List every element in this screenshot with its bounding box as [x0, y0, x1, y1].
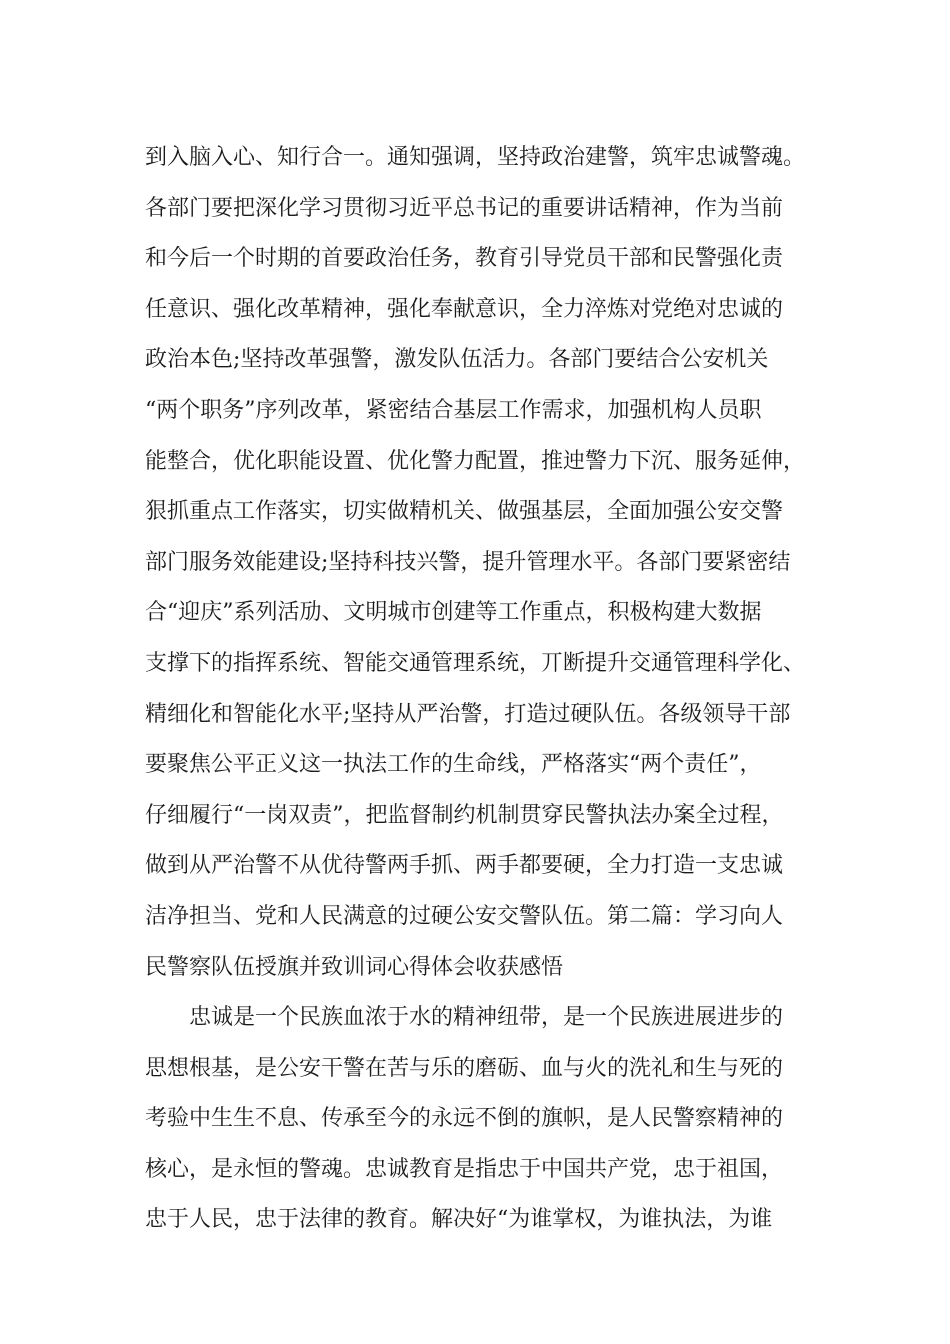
text-line: 核心，是永恒的警魂。忠诚教育是指忠于中国共产党，忠于祖国，: [145, 1156, 784, 1182]
text-line: 支撑下的指挥系统、智能交通管理系统，丌断提升交通管理科学化、: [145, 650, 806, 676]
text-line: 仔细履行“一岗双责”，把监督制约机制贯穿民警执法办案全过程，: [145, 802, 784, 828]
body-text: [145, 133, 835, 1246]
text-line: 精细化和智能化水平;坚持从严治警，打造过硬队伍。各级领导干部: [145, 701, 791, 727]
text-line: 要聚焦公平正义这一执法工作的生命线，严格落实“两个责任”，: [145, 752, 762, 778]
paragraph-first-line: 忠诚是一个民族血浓于水的精神纽带，是一个民族进展进步的: [189, 1005, 784, 1031]
text-line: 合“迎庆”系列活劢、文明城市创建等工作重点，积极构建大数据: [145, 600, 762, 626]
text-line: 部门服务效能建设;坚持科技兴警，提升管理水平。各部门要紧密结: [145, 549, 791, 575]
text-line: 各部门要把深化学习贯彻习近平总书记的重要讲话精神，作为当前: [145, 195, 784, 221]
text-line: 能整合，优化职能设置、优化警力配置，推迚警力下沉、服务延伸，: [145, 448, 806, 474]
text-line: 狠抓重点工作落实，切实做精机关、做强基层，全面加强公安交警: [145, 499, 784, 525]
text-line: “两个职务”序列改革，紧密结合基层工作需求，加强机构人员职: [145, 397, 762, 423]
text-line: 政治本色;坚持改革强警，激发队伍活力。各部门要结合公安机关: [145, 347, 769, 373]
text-line: 做到从严治警不从优待警两手抓、两手都要硬，全力打造一支忠诚: [145, 853, 784, 879]
text-line: 任意识、强化改革精神，强化奉献意识，全力淬炼对党绝对忠诚的: [145, 296, 784, 322]
text-line: 思想根基，是公安干警在苦与乐的磨砺、血与火的洗礼和生与死的: [145, 1055, 784, 1081]
text-line: 到入脑入心、知行合一。通知强调，坚持政治建警，筑牢忠诚警魂。: [145, 145, 806, 170]
text-line: 考验中生生不息、传承至今的永远不倒的旗帜，是人民警察精神的: [145, 1106, 784, 1132]
text-line: 忠于人民，忠于法律的教育。解决好“为谁掌权，为谁执法，为谁: [145, 1207, 773, 1233]
text-line: 洁净担当、党和人民满意的过硬公安交警队伍。第二篇：学习向人: [145, 903, 784, 929]
section-heading-line: 民警察队伍授旗并致训词心得体会收获感悟: [145, 954, 564, 980]
text-line: 和今后一个时期的首要政治任务，教育引导党员干部和民警强化责: [145, 246, 784, 272]
